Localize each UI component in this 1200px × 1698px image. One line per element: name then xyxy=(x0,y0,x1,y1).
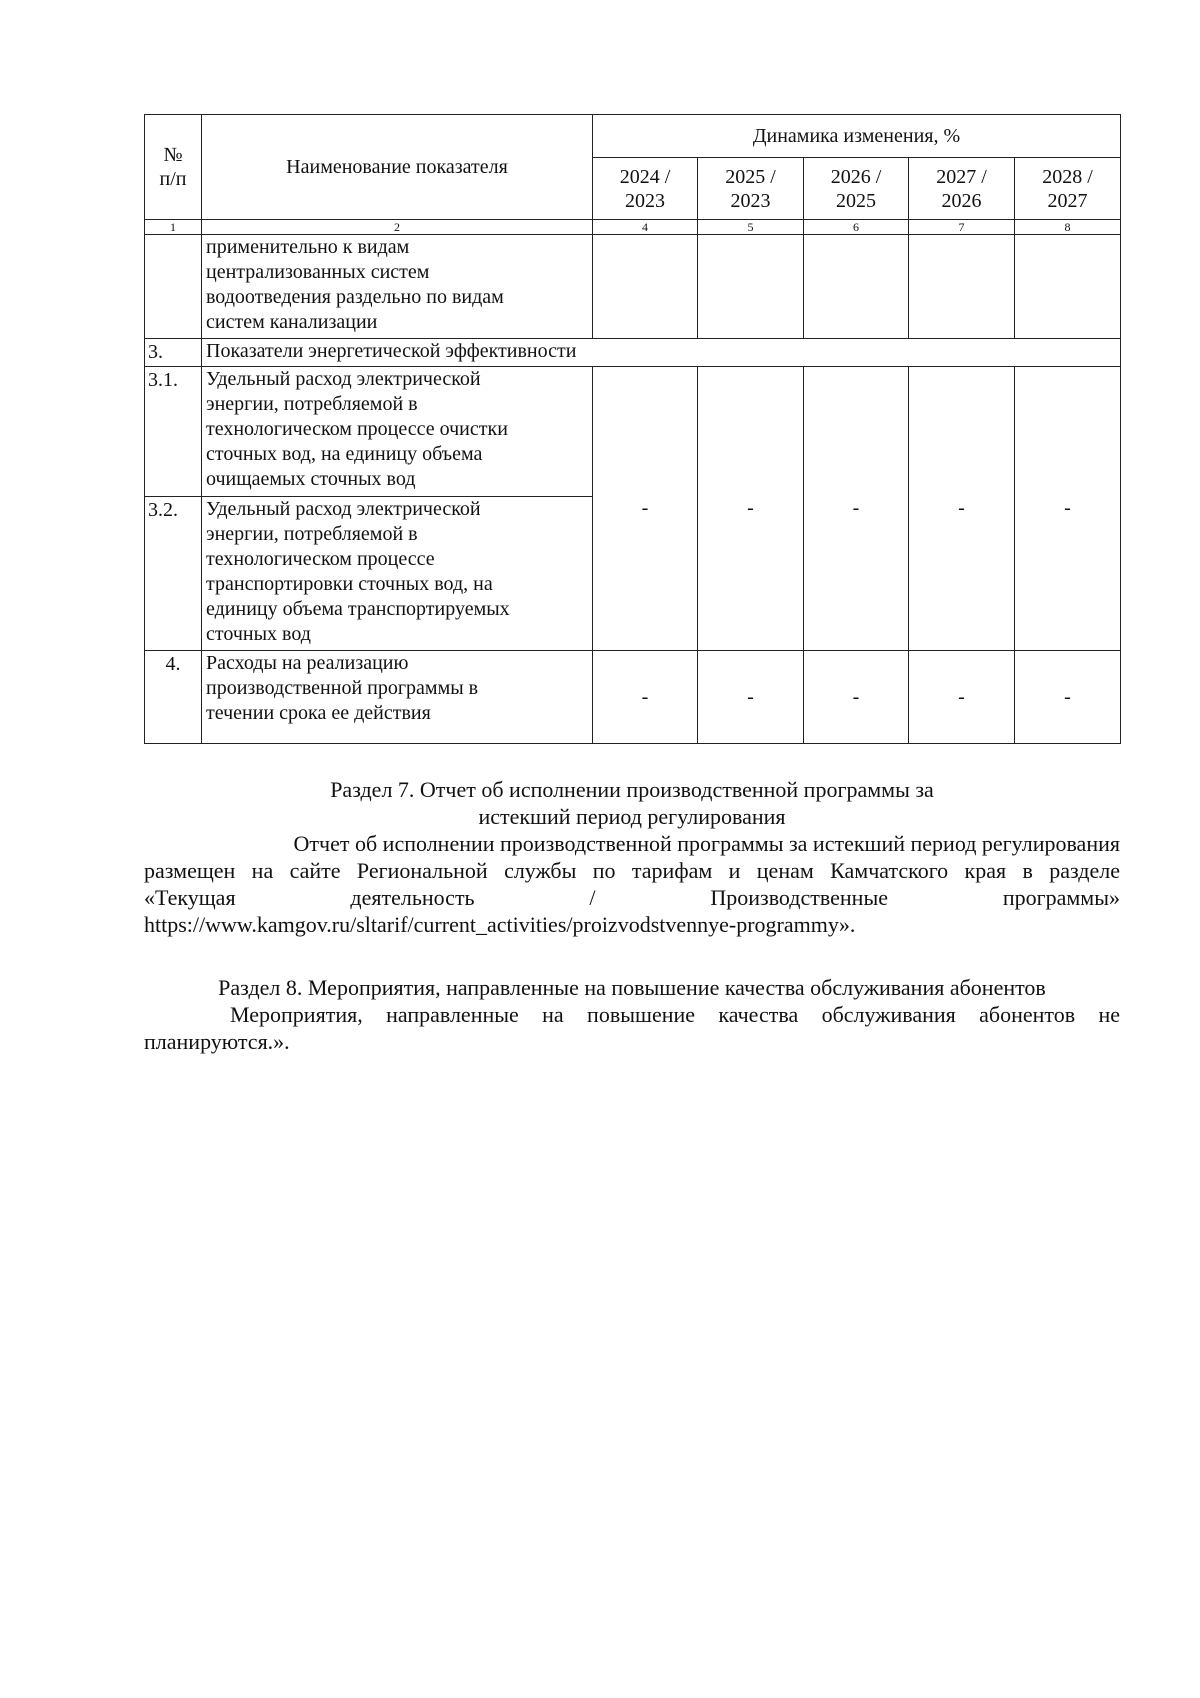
column-number: 8 xyxy=(1015,220,1121,235)
header-group xyxy=(593,115,1121,158)
value-cell: - xyxy=(804,367,909,651)
row-name xyxy=(202,651,593,744)
header-group-text: Динамика изменения, % xyxy=(752,125,961,147)
section7-link: https://www.kamgov.ru/sltarif/current_activities/proizvodstvennye-programmy». xyxy=(144,912,856,937)
column-number: 5 xyxy=(698,220,804,235)
empty-cell xyxy=(1015,235,1121,339)
value-cell: - xyxy=(698,651,804,744)
header-period xyxy=(804,158,909,220)
row-number: 3. xyxy=(145,339,202,367)
value-cell: - xyxy=(1015,367,1121,651)
empty-cell xyxy=(593,235,698,339)
row-name xyxy=(202,339,1121,367)
empty-cell xyxy=(804,235,909,339)
section7-word: программы» xyxy=(1002,885,1120,910)
header-period xyxy=(909,158,1015,220)
header-name-text: Наименование показателя xyxy=(286,156,508,178)
header-period xyxy=(698,158,804,220)
column-number: 1 xyxy=(145,220,202,235)
empty-cell xyxy=(909,235,1015,339)
header-period-text: 2024 / 2023 xyxy=(619,165,671,212)
value-cell: - xyxy=(698,367,804,651)
row-name-text: Показатели энергетической эффективности xyxy=(206,340,577,362)
row-number: 3.2. xyxy=(145,497,202,651)
section8-line1: Мероприятия, направленные на повышение качества обслуживания абонентов не xyxy=(230,1002,1120,1027)
header-name xyxy=(202,115,593,220)
row-number xyxy=(145,235,202,339)
header-period-text: 2025 / 2023 xyxy=(725,165,776,212)
section7-line2: размещен на сайте Региональной службы по тарифам и ценам Камчатского края в разделе xyxy=(144,858,1120,883)
header-period xyxy=(593,158,698,220)
header-num-text: № п/п xyxy=(159,144,187,190)
column-number: 6 xyxy=(804,220,909,235)
section7-line1: Отчет об исполнении производственной программы за истекший период регулирования xyxy=(293,831,1120,856)
column-number: 2 xyxy=(202,220,593,235)
value-cell: - xyxy=(804,651,909,744)
section7-title: Раздел 7. Отчет об исполнении производственной программы за истекший период регулирования xyxy=(330,777,934,829)
row-name-text: Расходы на реализацию производственной программы в течении срока ее действия xyxy=(206,652,479,724)
row-name-text: Удельный расход электрической энергии, потребляемой в технологическом процессе очистки сточных вод, на единицу объема очищаемых сточных вод xyxy=(206,368,508,490)
column-numbers-row xyxy=(145,220,1121,235)
value-cell: - xyxy=(1015,651,1121,744)
value-cell: - xyxy=(593,367,698,651)
row-name xyxy=(202,497,593,651)
section7-word: «Текущая xyxy=(144,885,236,910)
section7-word: Производственные xyxy=(710,885,888,910)
row-name-text: Удельный расход электрической энергии, потребляемой в технологическом процессе транспортировки сточных вод, на единицу объема транспортируемых сточных вод xyxy=(206,498,510,645)
header-period-text: 2028 / 2027 xyxy=(1042,165,1093,212)
empty-cell xyxy=(698,235,804,339)
row-number: 3.1. xyxy=(145,367,202,497)
table-row xyxy=(145,235,1121,339)
section7-line3 xyxy=(144,884,1120,911)
value-cell: - xyxy=(909,651,1015,744)
row-number: 4. xyxy=(145,651,202,744)
column-number: 7 xyxy=(909,220,1015,235)
value-cell: - xyxy=(909,367,1015,651)
section7-word: деятельность xyxy=(350,885,475,910)
row-name-text: применительно к видам централизованных систем водоотведения раздельно по видам систем канализации xyxy=(206,236,504,333)
header-period xyxy=(1015,158,1121,220)
section8-title: Раздел 8. Мероприятия, направленные на повышение качества обслуживания абонентов xyxy=(218,975,1046,1000)
row-name xyxy=(202,367,593,497)
row-name xyxy=(202,235,593,339)
section8-line2: планируются.». xyxy=(144,1029,290,1054)
indicators-table xyxy=(144,114,1121,744)
table-row xyxy=(145,651,1121,744)
table-row xyxy=(145,339,1121,367)
header-period-text: 2027 / 2026 xyxy=(936,165,987,212)
header-num xyxy=(145,115,202,220)
value-cell: - xyxy=(593,651,698,744)
header-period-text: 2026 / 2025 xyxy=(830,165,882,212)
column-number: 4 xyxy=(593,220,698,235)
table-row xyxy=(145,367,1121,497)
section7-word: / xyxy=(589,885,596,910)
